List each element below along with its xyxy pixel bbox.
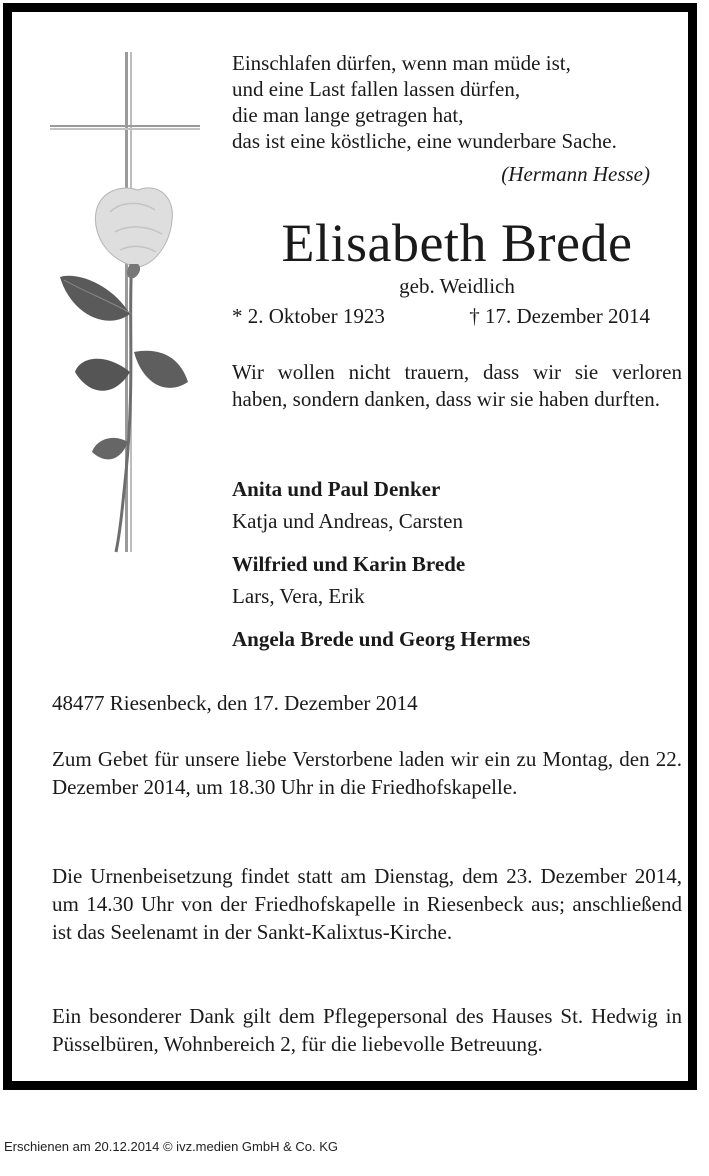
- rose-icon: [60, 188, 188, 552]
- deceased-name: Elisabeth Brede: [281, 213, 633, 273]
- prayer-paragraph: Zum Gebet für unsere liebe Verstorbene laden wir ein zu Montag, den 22. Dezember 2014, um 18.30 Uhr in die Friedhofskapelle.: [52, 747, 682, 799]
- cross-and-rose-artwork: [50, 52, 210, 557]
- family-name: Angela Brede und Georg Hermes: [232, 627, 531, 651]
- family-name: Anita und Paul Denker: [232, 477, 441, 501]
- publication-footer: Erschienen am 20.12.2014 © ivz.medien GmbH & Co. KG: [4, 1139, 339, 1154]
- family-members: Lars, Vera, Erik: [232, 584, 365, 608]
- death-date: † 17. Dezember 2014: [469, 304, 650, 328]
- poem-line: die man lange getragen hat,: [232, 103, 464, 127]
- poem-line: Einschlafen dürfen, wenn man müde ist,: [232, 51, 571, 75]
- thanks-paragraph: Ein besonderer Dank gilt dem Pflegepersonal des Hauses St. Hedwig in Püsselbüren, Wohnbereich 2, für die liebevolle Betreuung.: [52, 1004, 682, 1056]
- family-name: Wilfried und Karin Brede: [232, 552, 466, 576]
- poem: [232, 50, 682, 154]
- poem-author: (Hermann Hesse): [501, 162, 650, 186]
- poem-line: das ist eine köstliche, eine wunderbare Sache.: [232, 129, 617, 153]
- poem-line: und eine Last fallen lassen dürfen,: [232, 77, 521, 101]
- burial-paragraph: Die Urnenbeisetzung findet statt am Dienstag, dem 23. Dezember 2014, um 14.30 Uhr von der Friedhofskapelle in Riesenbeck aus; anschließend ist das Seelenamt in der Sankt-Kalixtus-Kirche.: [52, 864, 682, 944]
- place-and-date: 48477 Riesenbeck, den 17. Dezember 2014: [52, 691, 418, 715]
- family-members: Katja und Andreas, Carsten: [232, 509, 463, 533]
- memorial-quote: Wir wollen nicht trauern, dass wir sie verloren haben, sondern danken, dass wir sie haben durften.: [232, 360, 682, 411]
- birth-date: * 2. Oktober 1923: [232, 304, 385, 328]
- birth-name: geb. Weidlich: [399, 274, 515, 298]
- obituary-card: [3, 3, 697, 1090]
